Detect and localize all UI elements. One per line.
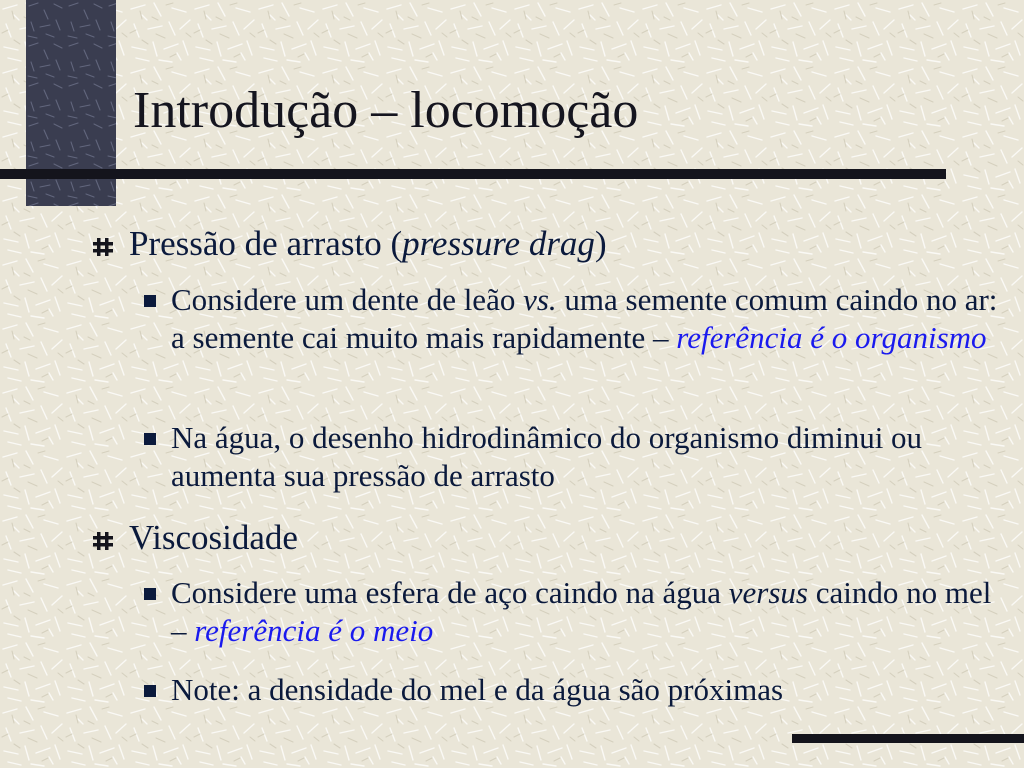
bullet-text-end: ): [594, 224, 607, 263]
sub-bullet-text-italic: versus: [728, 575, 808, 610]
footer-accent-bar: [792, 734, 1024, 743]
square-bullet-icon: [144, 295, 156, 307]
sub-bullet-text-cont: caindo no mel –: [171, 575, 992, 648]
square-bullet-icon: [144, 433, 156, 445]
square-bullet-icon: [144, 685, 156, 697]
slide-title: Introdução – locomoção: [133, 82, 639, 139]
sub-bullet-text: Note: a densidade do mel e da água são próximas: [171, 672, 784, 707]
hash-bullet-icon: [92, 236, 114, 258]
square-bullet-icon: [144, 588, 156, 600]
bullet-pressure-drag: [129, 224, 607, 264]
bullet-text: Pressão de arrasto (: [129, 224, 403, 263]
sub-bullet-text: Considere uma esfera de aço caindo na água: [171, 575, 729, 610]
sub-bullet-water-design: [171, 419, 1011, 495]
sub-bullet-highlight: referência é o organismo: [676, 320, 987, 355]
title-underline-bar: [0, 169, 946, 179]
hash-bullet-icon: [92, 530, 114, 552]
sub-bullet-text: Na água, o desenho hidrodinâmico do organismo diminui ou aumenta sua pressão de arrasto: [171, 420, 923, 493]
sub-bullet-text-cont: uma semente comum caindo no ar: a semente cai muito mais rapidamente –: [171, 282, 998, 355]
bullet-viscosity: [129, 518, 298, 558]
bullet-text: Viscosidade: [129, 518, 298, 557]
sub-bullet-dandelion: [171, 281, 1011, 357]
bullet-text-italic: pressure drag: [402, 224, 595, 263]
sub-bullet-text: Considere um dente de leão: [171, 282, 524, 317]
sub-bullet-text-italic: vs.: [523, 282, 557, 317]
sub-bullet-highlight: referência é o meio: [194, 613, 434, 648]
sub-bullet-density: [171, 671, 1011, 709]
sub-bullet-steel-sphere: [171, 574, 1011, 650]
